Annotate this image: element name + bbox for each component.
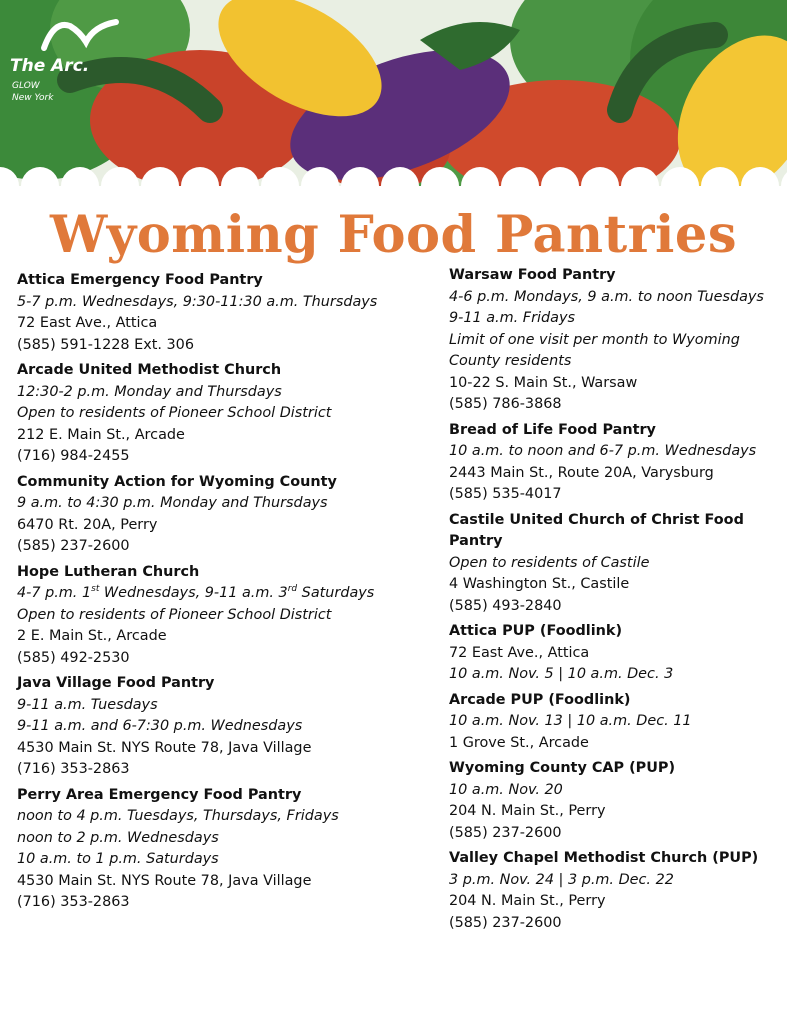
pantry-dates: 10 a.m. Nov. 20 [449,781,563,798]
pantry-note: Limit of one visit per month to Wyoming County residents [449,331,740,369]
hours-part: Wednesdays, 9-11 a.m. 3 [99,585,288,601]
pantry-entry-valley-chapel [449,848,787,934]
pantry-name: Warsaw Food Pantry [449,267,616,283]
pantry-hours: 9-11 a.m. Fridays [449,310,575,326]
pantry-hours: 5-7 p.m. Wednesdays, 9:30-11:30 a.m. Thursdays [17,293,378,310]
pantry-address: 6470 Rt. 20A, Perry [17,516,158,533]
pantry-entry-attica-pup [449,621,787,686]
pantry-entry-warsaw [449,265,787,416]
vegetable-banner [0,0,787,200]
logo-name: The Arc. [10,56,90,76]
pantry-phone: (585) 493-2840 [449,597,562,614]
right-column [449,265,787,938]
pantry-hours: 9-11 a.m. Tuesdays [17,696,158,713]
pantry-address: 204 N. Main St., Perry [449,893,606,909]
pantry-name: Castile United Church of Christ Food Pantry [449,511,744,549]
pantry-dates: 3 p.m. Nov. 24 | 3 p.m. Dec. 22 [449,871,674,888]
pantry-name: Bread of Life Food Pantry [449,421,656,438]
pantry-note: Open to residents of Pioneer School District [17,606,332,623]
pantry-note: Open to residents of Pioneer School District [17,405,332,421]
pantry-address: 204 N. Main St., Perry [449,803,606,819]
pantry-hours: noon to 4 p.m. Tuesdays, Thursdays, Fridays [17,808,339,824]
pantry-entry-castile [449,510,787,618]
pantry-hours: 10 a.m. to 1 p.m. Saturdays [17,851,219,867]
pantry-name: Hope Lutheran Church [17,563,200,580]
hours-part: Saturdays [297,585,375,601]
pantry-phone: (716) 984-2455 [17,448,130,464]
pantry-name: Java Village Food Pantry [17,675,215,691]
pantry-name: Attica Emergency Food Pantry [17,272,263,288]
pantry-name: Valley Chapel Methodist Church (PUP) [449,850,759,866]
pantry-address: 4 Washington St., Castile [449,576,630,592]
pantry-hours: 9-11 a.m. and 6-7:30 p.m. Wednesdays [17,718,303,734]
pantry-name: Attica PUP (Foodlink) [449,623,623,639]
ordinal-suffix: st [91,584,100,595]
pantry-address: 1 Grove St., Arcade [449,734,589,751]
pantry-address: 2 E. Main St., Arcade [17,628,167,644]
pantry-phone: (585) 535-4017 [449,486,562,502]
pantry-name: Wyoming County CAP (PUP) [449,760,676,776]
pantry-hours: noon to 2 p.m. Wednesdays [17,829,219,846]
pantry-phone: (585) 786-3868 [449,396,562,412]
logo-new-york: New York [12,93,54,103]
pantry-entry-attica [17,270,432,356]
pantry-entry-java-village [17,673,432,781]
logo-glow: GLOW [12,81,40,91]
pantry-phone: (585) 237-2600 [449,824,562,841]
pantry-phone: (585) 237-2600 [449,914,562,931]
pantry-entry-wyoming-cap [449,758,787,844]
pantry-dates: 10 a.m. Nov. 13 | 10 a.m. Dec. 11 [449,713,692,729]
pantry-name: Arcade United Methodist Church [17,362,282,378]
logo-subtitle [12,80,53,104]
hours-part: 4-7 p.m. 1 [17,585,92,601]
pantry-name: Community Action for Wyoming County [17,473,337,490]
pantry-entry-bread-of-life [449,420,787,506]
pantry-address: 72 East Ave., Attica [17,315,158,331]
pantry-entry-hope-lutheran [17,562,432,670]
pantry-phone: (585) 591-1228 Ext. 306 [17,336,194,353]
pantry-address: 2443 Main St., Route 20A, Varysburg [449,464,714,481]
pantry-hours [17,583,432,605]
the-arc-logo [10,16,120,111]
pantry-hours: 10 a.m. to noon and 6-7 p.m. Wednesdays [449,443,757,459]
pantry-hours: 9 a.m. to 4:30 p.m. Monday and Thursdays [17,495,328,511]
arc-swoosh-icon [40,16,120,56]
pantry-note: Open to residents of Castile [449,554,650,571]
pantry-entry-arcade-umc [17,360,432,468]
pantry-hours: 12:30-2 p.m. Monday and Thursdays [17,383,282,400]
page-title: Wyoming Food Pantries [49,205,738,265]
pantry-address: 10-22 S. Main St., Warsaw [449,374,638,391]
ordinal-suffix: rd [287,584,298,595]
pantry-hours: 4-6 p.m. Mondays, 9 a.m. to noon Tuesdays [449,288,764,305]
pantry-dates: 10 a.m. Nov. 5 | 10 a.m. Dec. 3 [449,666,674,682]
pantry-entry-arcade-pup [449,690,787,755]
pantry-address: 4530 Main St. NYS Route 78, Java Village [17,739,312,756]
pantry-address: 212 E. Main St., Arcade [17,426,185,443]
pantry-name: Arcade PUP (Foodlink) [449,691,631,708]
left-column [17,270,432,918]
pantry-phone: (585) 492-2530 [17,649,130,666]
pantry-address: 72 East Ave., Attica [449,644,590,661]
pantry-phone: (585) 237-2600 [17,538,130,554]
pantry-entry-perry-area [17,785,432,914]
pantry-entry-community-action [17,472,432,558]
pantry-phone: (716) 353-2863 [17,761,130,777]
pantry-address: 4530 Main St. NYS Route 78, Java Village [17,872,312,889]
pantry-phone: (716) 353-2863 [17,894,130,910]
pantry-name: Perry Area Emergency Food Pantry [17,786,302,803]
